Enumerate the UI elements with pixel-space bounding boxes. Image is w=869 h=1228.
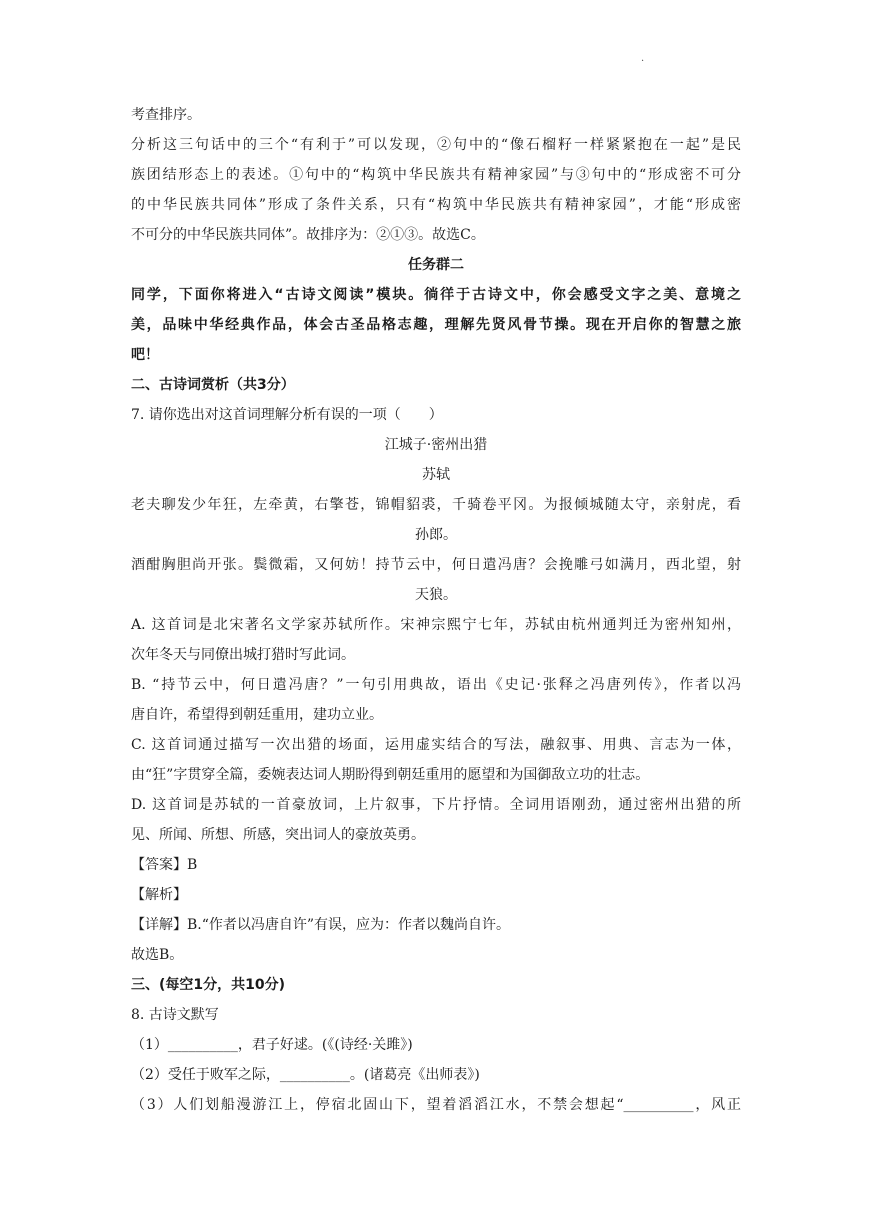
q6-analysis-line: 的中华民族共同体”形成了条件关系，只有“构筑中华民族共有精神家园”，才能“形成密: [131, 197, 741, 213]
option-c: C. 这首词通过描写一次出猎的场面，运用虚实结合的写法，融叙事、用典、言志为一体，: [131, 737, 741, 753]
q6-analysis-line: 不可分的中华民族共同体”。故排序为：②①③。故选C。: [131, 227, 485, 243]
option-d-cont: 见、所闻、所想、所感，突出词人的豪放英勇。: [131, 827, 425, 843]
detail-explanation: 【详解】B.“作者以冯唐自许”有误，应为：作者以魏尚自许。: [131, 917, 511, 933]
document-page: [131, 100, 741, 1120]
option-d: D. 这首词是苏轼的一首豪放词，上片叙事，下片抒情。全词用语刚劲，通过密州出猎的所: [131, 797, 741, 813]
poem-title: 江城子·密州出猎: [384, 437, 488, 453]
dictation-item-1: （1）__________，君子好逑。(《(诗经·关雎》): [131, 1037, 413, 1053]
answer: 【答案】B: [131, 857, 198, 873]
poem-line: 老夫聊发少年狂，左牵黄，右擎苍，锦帽貂裘，千骑卷平冈。为报倾城随太守，亲射虎，看: [131, 497, 741, 513]
poem-line: 酒酣胸胆尚开张。鬓微霜，又何妨！持节云中，何日遣冯唐？会挽雕弓如满月，西北望，射: [131, 557, 741, 573]
q6-analysis-line: 族团结形态上的表述。①句中的“构筑中华民族共有精神家园”与③句中的“形成密不可分: [131, 167, 741, 183]
option-a: A. 这首词是北宋著名文学家苏轼所作。宋神宗熙宁七年，苏轼由杭州通判迁为密州知州，: [131, 617, 741, 633]
option-b: B. “持节云中，何日遣冯唐？”一句引用典故，语出《史记·张释之冯唐列传》，作者以冯: [131, 677, 741, 693]
poem-line: 天狼。: [415, 587, 457, 603]
option-a-cont: 次年冬天与同僚出城打猎时写此词。: [131, 647, 355, 663]
poem-author: 苏轼: [422, 467, 450, 483]
dictation-item-2: （2）受任于败军之际，__________。(诸葛亮《出师表》): [131, 1067, 480, 1083]
task-group-title: 任务群二: [408, 257, 464, 273]
poem-line: 孙郎。: [415, 527, 457, 543]
q6-analysis-line: 分析这三句话中的三个“有利于”可以发现，②句中的“像石榴籽一样紧紧抱在一起”是民: [131, 137, 741, 153]
analysis-label: 【解析】: [131, 887, 187, 903]
task-group-intro: 同学，下面你将进入“古诗文阅读”模块。徜徉于古诗文中，你会感受文字之美、意境之: [131, 287, 741, 303]
option-c-cont: 由“狂”字贯穿全篇，委婉表达词人期盼得到朝廷重用的愿望和为国御敌立功的壮志。: [131, 767, 650, 783]
q6-analysis-line: 考查排序。: [131, 107, 201, 123]
question-8-stem: 8. 古诗文默写: [131, 1007, 219, 1023]
question-7-stem: 7. 请你选出对这首词理解分析有误的一项（ ）: [131, 407, 443, 423]
dictation-item-3: （3）人们划船漫游江上，停宿北固山下，望着滔滔江水，不禁会想起“__________，风正: [131, 1097, 741, 1113]
header-mark: ·: [641, 56, 645, 67]
option-b-cont: 唐自许，希望得到朝廷重用，建功立业。: [131, 707, 383, 723]
section-3-title: 三、(每空1分，共10分): [131, 977, 286, 993]
section-2-title: 二、古诗词赏析（共3分）: [131, 377, 295, 393]
conclusion: 故选B。: [131, 947, 184, 963]
task-group-intro: 美，品味中华经典作品，体会古圣品格志趣，理解先贤风骨节操。现在开启你的智慧之旅: [131, 317, 741, 333]
task-group-intro: 吧！: [131, 347, 159, 363]
